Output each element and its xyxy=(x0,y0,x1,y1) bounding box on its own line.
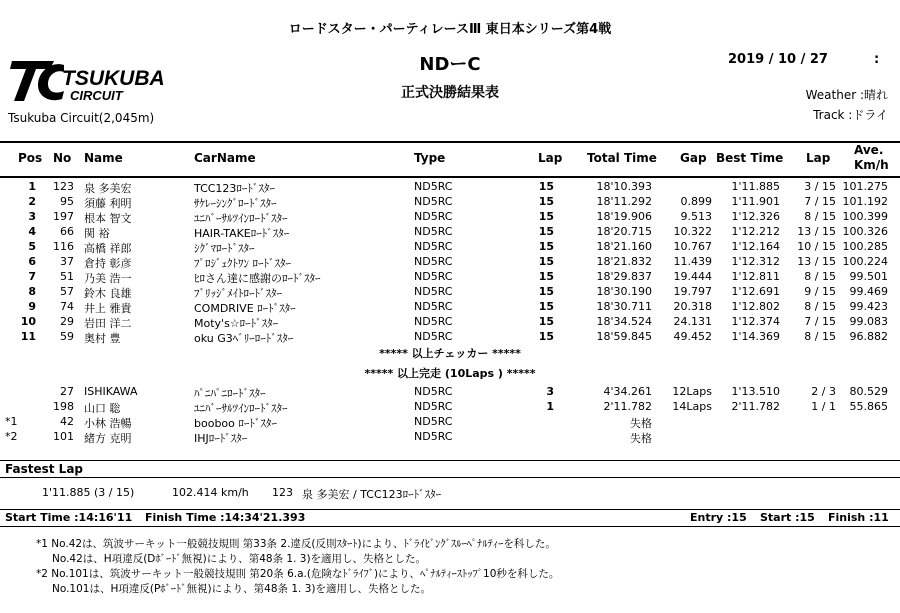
cell-best-lap: 7 / 15 xyxy=(804,195,836,208)
finish-time: Finish Time :14:34'21.393 xyxy=(145,511,306,524)
cell-lap: 15 xyxy=(538,255,554,268)
cell-ave: 101.275 xyxy=(842,180,888,193)
cell-car: HAIR-TAKEﾛｰﾄﾞｽﾀｰ xyxy=(194,227,290,240)
table-row xyxy=(0,300,900,315)
cell-pos: 6 xyxy=(28,255,36,268)
cell-total: 4'34.261 xyxy=(603,385,652,398)
series-title: ロードスター・パーティレースⅢ 東日本シリーズ第4戦 xyxy=(288,22,612,37)
cell-car: ﾋﾛさん達に感謝のﾛｰﾄﾞｽﾀｰ xyxy=(194,272,321,285)
cell-type: ND5RC xyxy=(414,430,453,443)
cell-gap: 20.318 xyxy=(673,300,712,313)
cell-total: 18'29.837 xyxy=(596,270,652,283)
cell-best: 1'11.901 xyxy=(731,195,780,208)
table-row xyxy=(0,415,900,430)
start-time: Start Time :14:16'11 xyxy=(5,511,133,524)
document-title: 正式決勝結果表 xyxy=(401,85,499,101)
cell-no: 29 xyxy=(60,315,74,328)
circuit-name: Tsukuba Circuit(2,045m) xyxy=(8,111,155,125)
cell-no: 42 xyxy=(60,415,74,428)
table-row xyxy=(0,225,900,240)
cell-gap: 24.131 xyxy=(673,315,712,328)
cell-note: *1 xyxy=(5,415,18,428)
cell-type: ND5RC xyxy=(414,240,453,253)
cell-total: 18'59.845 xyxy=(596,330,652,343)
cell-gap: 10.767 xyxy=(673,240,712,253)
cell-best: 1'13.510 xyxy=(731,385,780,398)
cell-total: 失格 xyxy=(630,432,652,445)
cell-best: 1'11.885 xyxy=(731,180,780,193)
cell-name: 井上 雅貴 xyxy=(84,302,132,315)
cell-name: 鈴木 良雄 xyxy=(84,287,132,300)
table-row xyxy=(0,210,900,225)
cell-car: ｼｸﾞﾏﾛｰﾄﾞｽﾀｰ xyxy=(194,242,255,255)
cell-best-lap: 7 / 15 xyxy=(804,315,836,328)
cell-car: booboo ﾛｰﾄﾞｽﾀｰ xyxy=(194,417,277,430)
cell-total: 18'11.292 xyxy=(596,195,652,208)
cell-best: 1'12.691 xyxy=(731,285,780,298)
tc-mark-icon xyxy=(10,61,64,101)
cell-pos: 3 xyxy=(28,210,36,223)
logo-text: TSUKUBA xyxy=(62,67,165,90)
table-row xyxy=(0,180,900,195)
cell-pos: 5 xyxy=(28,240,36,253)
cell-no: 37 xyxy=(60,255,74,268)
cell-type: ND5RC xyxy=(414,255,453,268)
cell-name: 泉 多美宏 xyxy=(84,182,132,195)
cell-lap: 15 xyxy=(538,270,554,283)
table-row xyxy=(0,385,900,400)
cell-gap: 11.439 xyxy=(673,255,712,268)
cell-best: 1'12.374 xyxy=(731,315,780,328)
cell-best-lap: 3 / 15 xyxy=(804,180,836,193)
cell-no: 101 xyxy=(53,430,74,443)
cell-car: COMDRIVE ﾛｰﾄﾞｽﾀｰ xyxy=(194,302,296,315)
cell-no: 116 xyxy=(53,240,74,253)
cell-type: ND5RC xyxy=(414,415,453,428)
cell-best: 1'12.802 xyxy=(731,300,780,313)
cell-ave: 99.469 xyxy=(849,285,888,298)
cell-lap: 15 xyxy=(538,210,554,223)
col-car: CarName xyxy=(194,151,256,165)
race-time: : xyxy=(874,52,880,67)
cell-no: 74 xyxy=(60,300,74,313)
cell-gap: 9.513 xyxy=(680,210,712,223)
cell-total: 失格 xyxy=(630,417,652,430)
tsukuba-circuit-logo xyxy=(8,57,218,105)
cell-best-lap: 8 / 15 xyxy=(804,330,836,343)
cell-gap: 49.452 xyxy=(673,330,712,343)
penalty-note-2: No.42は、H項違反(Dﾎﾞｰﾄﾞ無視)により、第48条 1. 3)を適用し、失格とした。 xyxy=(52,553,427,565)
cell-type: ND5RC xyxy=(414,210,453,223)
cell-best-lap: 8 / 15 xyxy=(804,270,836,283)
col-gap: Gap xyxy=(680,151,707,165)
cell-car: ﾌﾞﾘｯｼﾞﾒｲﾄﾛｰﾄﾞｽﾀｰ xyxy=(194,287,282,300)
entry-count: Entry :15 xyxy=(690,511,747,524)
footer-rule-bottom xyxy=(0,526,900,527)
header-rule-top xyxy=(0,141,900,143)
penalty-note-3: *2 No.101は、筑波サーキット一般競技規則 第20条 6.a.(危険なﾄﾞﾗｲﾌﾞ)により、ﾍﾟﾅﾙﾃｨｰｽﾄｯﾌﾟ10秒を科した。 xyxy=(36,568,560,580)
cell-lap: 15 xyxy=(538,285,554,298)
fastest-rule-top xyxy=(0,460,900,461)
cell-no: 197 xyxy=(53,210,74,223)
cell-pos: 4 xyxy=(28,225,36,238)
cell-no: 198 xyxy=(53,400,74,413)
cell-best-lap: 13 / 15 xyxy=(797,255,836,268)
cell-name: 緒方 克明 xyxy=(84,432,132,445)
cell-pos: 8 xyxy=(28,285,36,298)
cell-lap: 15 xyxy=(538,195,554,208)
cell-no: 66 xyxy=(60,225,74,238)
cell-car: Moty's☆ﾛｰﾄﾞｽﾀｰ xyxy=(194,317,279,330)
table-row xyxy=(0,400,900,415)
cell-best-lap: 9 / 15 xyxy=(804,285,836,298)
cell-best-lap: 13 / 15 xyxy=(797,225,836,238)
fastest-lap-time: 1'11.885 (3 / 15) xyxy=(42,486,135,499)
cell-name: 山口 聡 xyxy=(84,402,121,415)
class-name: NDーC xyxy=(419,54,481,75)
cell-best: 2'11.782 xyxy=(731,400,780,413)
table-row xyxy=(0,195,900,210)
header-rule-bottom xyxy=(0,176,900,178)
table-row xyxy=(0,240,900,255)
cell-pos: 7 xyxy=(28,270,36,283)
col-no: No xyxy=(53,151,72,165)
cell-ave: 101.192 xyxy=(842,195,888,208)
cell-car: ｻｹﾚｰｼﾝｸﾞﾛｰﾄﾞｽﾀｰ xyxy=(194,197,277,210)
cell-name: 奥村 豊 xyxy=(84,332,121,345)
col-total: Total Time xyxy=(587,151,657,165)
cell-no: 95 xyxy=(60,195,74,208)
cell-gap: 10.322 xyxy=(673,225,712,238)
cell-name: 須藤 利明 xyxy=(84,197,132,210)
cell-type: ND5RC xyxy=(414,400,453,413)
penalty-note-4: No.101は、H項違反(Pﾎﾞｰﾄﾞ無視)により、第48条 1. 3)を適用し、失格とした。 xyxy=(52,583,431,595)
cell-name: 乃美 浩一 xyxy=(84,272,132,285)
cell-no: 59 xyxy=(60,330,74,343)
cell-note: *2 xyxy=(5,430,18,443)
table-row xyxy=(0,430,900,445)
cell-best-lap: 8 / 15 xyxy=(804,300,836,313)
cell-lap: 15 xyxy=(538,300,554,313)
cell-ave: 100.224 xyxy=(842,255,888,268)
cell-name: 関 裕 xyxy=(84,227,110,240)
cell-gap: 14Laps xyxy=(672,400,712,413)
footer-rule-top xyxy=(0,509,900,510)
checker-note: ***** 以上チェッカー ***** xyxy=(379,347,521,360)
cell-pos: 10 xyxy=(20,315,36,328)
col-pos: Pos xyxy=(18,151,43,165)
cell-no: 27 xyxy=(60,385,74,398)
cell-ave: 80.529 xyxy=(849,385,888,398)
fastest-lap-no: 123 xyxy=(272,486,293,499)
finish-note: ***** 以上完走 (10Laps ) ***** xyxy=(364,367,536,380)
col-best: Best Time xyxy=(716,151,784,165)
weather-info: Weather :晴れ xyxy=(805,88,888,102)
logo-subtext: CIRCUIT xyxy=(70,88,123,103)
cell-no: 123 xyxy=(53,180,74,193)
cell-type: ND5RC xyxy=(414,385,453,398)
col-ave: Ave. xyxy=(854,143,884,157)
cell-ave: 99.501 xyxy=(849,270,888,283)
cell-best: 1'12.326 xyxy=(731,210,780,223)
cell-pos: 2 xyxy=(28,195,36,208)
start-count: Start :15 xyxy=(760,511,815,524)
cell-name: 小林 浩暢 xyxy=(84,417,132,430)
cell-no: 57 xyxy=(60,285,74,298)
cell-lap: 15 xyxy=(538,330,554,343)
cell-lap: 3 xyxy=(546,385,554,398)
cell-type: ND5RC xyxy=(414,180,453,193)
col-ave-unit: Km/h xyxy=(854,158,889,172)
cell-type: ND5RC xyxy=(414,225,453,238)
col-best-lap: Lap xyxy=(806,151,831,165)
finish-count: Finish :11 xyxy=(828,511,889,524)
cell-total: 18'20.715 xyxy=(596,225,652,238)
cell-lap: 15 xyxy=(538,180,554,193)
fastest-lap-driver: 泉 多美宏 / TCC123ﾛｰﾄﾞｽﾀｰ xyxy=(302,488,442,501)
cell-pos: 9 xyxy=(28,300,36,313)
cell-lap: 1 xyxy=(546,400,554,413)
cell-total: 18'19.906 xyxy=(596,210,652,223)
cell-name: ISHIKAWA xyxy=(84,385,138,398)
table-row xyxy=(0,270,900,285)
cell-car: ﾊﾟﾆﾊﾟﾆﾛｰﾄﾞｽﾀｰ xyxy=(194,387,266,400)
fastest-lap-speed: 102.414 km/h xyxy=(172,486,249,499)
cell-gap: 19.797 xyxy=(673,285,712,298)
cell-car: oku G3ﾍﾞﾘｰﾛｰﾄﾞｽﾀｰ xyxy=(194,332,294,345)
col-type: Type xyxy=(414,151,446,165)
cell-total: 18'21.832 xyxy=(596,255,652,268)
race-date: 2019 / 10 / 27 xyxy=(728,52,828,67)
cell-best: 1'12.312 xyxy=(731,255,780,268)
cell-type: ND5RC xyxy=(414,270,453,283)
cell-total: 2'11.782 xyxy=(603,400,652,413)
cell-car: ﾌﾟﾛｼﾞｪｸﾄﾜﾝ ﾛｰﾄﾞｽﾀｰ xyxy=(194,257,291,270)
cell-pos: 1 xyxy=(28,180,36,193)
cell-car: IHJﾛｰﾄﾞｽﾀｰ xyxy=(194,432,248,445)
cell-gap: 19.444 xyxy=(673,270,712,283)
cell-name: 根本 智文 xyxy=(84,212,132,225)
cell-name: 高橋 祥郎 xyxy=(84,242,132,255)
cell-total: 18'21.160 xyxy=(596,240,652,253)
track-info: Track :ドライ xyxy=(813,108,888,122)
cell-no: 51 xyxy=(60,270,74,283)
cell-type: ND5RC xyxy=(414,285,453,298)
fastest-rule-bottom xyxy=(0,477,900,478)
cell-ave: 99.083 xyxy=(849,315,888,328)
penalty-note-1: *1 No.42は、筑波サーキット一般競技規則 第33条 2.違反(反則ｽﾀｰﾄ)により、ﾄﾞﾗｲﾋﾞﾝｸﾞｽﾙｰﾍﾟﾅﾙﾃｨｰを科した。 xyxy=(36,538,556,550)
cell-car: ﾕﾆﾊﾞｰｻﾙﾂｲﾝﾛｰﾄﾞｽﾀｰ xyxy=(194,212,288,225)
cell-lap: 15 xyxy=(538,225,554,238)
cell-best-lap: 1 / 1 xyxy=(811,400,836,413)
cell-best: 1'14.369 xyxy=(731,330,780,343)
cell-best: 1'12.164 xyxy=(731,240,780,253)
cell-best: 1'12.811 xyxy=(731,270,780,283)
cell-type: ND5RC xyxy=(414,315,453,328)
cell-type: ND5RC xyxy=(414,330,453,343)
cell-total: 18'30.190 xyxy=(596,285,652,298)
cell-total: 18'30.711 xyxy=(596,300,652,313)
cell-name: 岩田 洋二 xyxy=(84,317,132,330)
column-headers xyxy=(0,143,900,172)
cell-best-lap: 2 / 3 xyxy=(811,385,836,398)
cell-ave: 99.423 xyxy=(849,300,888,313)
cell-ave: 100.285 xyxy=(842,240,888,253)
table-row xyxy=(0,285,900,300)
cell-pos: 11 xyxy=(20,330,36,343)
cell-name: 倉持 彰彦 xyxy=(84,257,132,270)
cell-gap: 0.899 xyxy=(680,195,712,208)
table-row xyxy=(0,330,900,345)
cell-ave: 96.882 xyxy=(849,330,888,343)
cell-car: TCC123ﾛｰﾄﾞｽﾀｰ xyxy=(194,182,275,195)
cell-car: ﾕﾆﾊﾞｰｻﾙﾂｲﾝﾛｰﾄﾞｽﾀｰ xyxy=(194,402,288,415)
cell-type: ND5RC xyxy=(414,300,453,313)
col-name: Name xyxy=(84,151,123,165)
cell-total: 18'10.393 xyxy=(596,180,652,193)
cell-gap: 12Laps xyxy=(672,385,712,398)
table-row xyxy=(0,315,900,330)
col-lap: Lap xyxy=(538,151,563,165)
cell-lap: 15 xyxy=(538,315,554,328)
cell-best-lap: 8 / 15 xyxy=(804,210,836,223)
cell-best: 1'12.212 xyxy=(731,225,780,238)
cell-ave: 100.399 xyxy=(842,210,888,223)
cell-best-lap: 10 / 15 xyxy=(797,240,836,253)
cell-type: ND5RC xyxy=(414,195,453,208)
cell-lap: 15 xyxy=(538,240,554,253)
fastest-lap-label: Fastest Lap xyxy=(5,462,83,476)
table-row xyxy=(0,255,900,270)
cell-ave: 55.865 xyxy=(849,400,888,413)
cell-ave: 100.326 xyxy=(842,225,888,238)
cell-total: 18'34.524 xyxy=(596,315,652,328)
